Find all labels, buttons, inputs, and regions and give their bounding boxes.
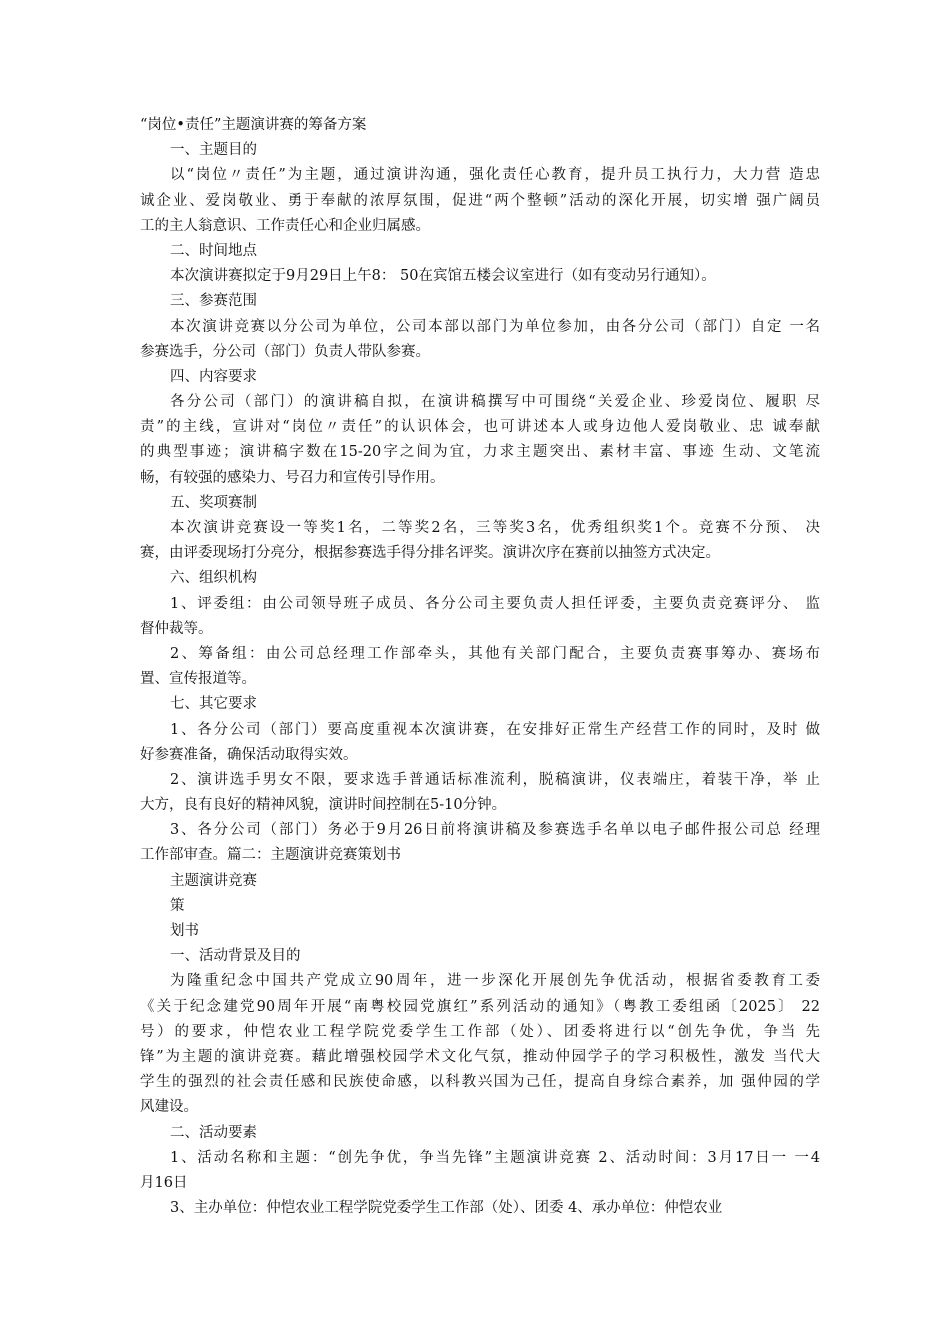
section-heading: 一、主题目的	[170, 142, 257, 159]
paragraph-line: 督仲裁等。	[140, 620, 213, 637]
paragraph-line: 1、评委组：由公司领导班子成员、各分公司主要负责人担任评委，主要负责竞赛评分、 监	[170, 595, 820, 612]
paragraph-line: 《关于纪念建党90周年开展“南粤校园党旗红”系列活动的通知》（粤教工委组函〔2025〕 22	[140, 998, 820, 1015]
paragraph-line: 为隆重纪念中国共产党成立90周年，进一步深化开展创先争优活动，根据省委教育工委	[170, 973, 820, 990]
paragraph-line: 学生的强烈的社会责任感和民族使命感，以科教兴国为己任，提高自身综合素养，加 强仲园的学	[140, 1074, 820, 1091]
section-heading: 七、其它要求	[170, 696, 257, 713]
section-heading: 五、奖项赛制	[170, 494, 257, 511]
paragraph-line: 3、主办单位：仲恺农业工程学院党委学生工作部（处）、团委 4、承办单位：仲恺农业	[170, 1200, 723, 1217]
paragraph-line: 工的主人翁意识、工作责任心和企业归属感。	[140, 217, 430, 234]
paragraph-line: 的典型事迹；演讲稿字数在15-20字之间为宜，力求主题突出、素材丰富、事迹 生动、文笔流	[140, 444, 820, 461]
document-title: “岗位•责任”主题演讲赛的筹备方案	[140, 117, 367, 133]
paragraph-line: 畅，有较强的感染力、号召力和宣传引导作用。	[140, 469, 445, 486]
paragraph-line: 置、宣传报道等。	[140, 671, 256, 688]
paragraph-line: 诚企业、爱岗敬业、勇于奉献的浓厚氛围，促进“两个整顿”活动的深化开展，切实增 强广阔员	[140, 192, 820, 209]
paragraph-line: 赛，由评委现场打分亮分，根据参赛选手得分排名评奖。演讲次序在赛前以抽签方式决定。	[140, 545, 720, 562]
paragraph-line: 参赛选手，分公司（部门）负责人带队参赛。	[140, 343, 430, 360]
paragraph-line: 锋”为主题的演讲竞赛。藉此增强校园学术文化气氛，推动仲园学子的学习积极性，激发 当代大	[140, 1048, 820, 1065]
paragraph-line: 工作部审查。篇二：主题演讲竞赛策划书	[140, 847, 401, 864]
paragraph-line: 号）的要求，仲恺农业工程学院党委学生工作部（处）、团委将进行以“创先争优，争当 先	[140, 1023, 820, 1040]
section-heading: 四、内容要求	[170, 368, 257, 385]
paragraph-line: 以“岗位〃责任”为主题，通过演讲沟通，强化责任心教育，提升员工执行力，大力营 造忠	[170, 167, 820, 184]
paragraph-line: 月16日	[140, 1174, 188, 1191]
paragraph-line: 本次演讲竞赛以分公司为单位，公司本部以部门为单位参加，由各分公司（部门）自定 一名	[170, 318, 820, 335]
section-heading: 策	[170, 897, 185, 914]
paragraph-line: 2、筹备组：由公司总经理工作部牵头，其他有关部门配合，主要负责赛事筹办、赛场布	[170, 645, 820, 662]
section-heading: 二、活动要素	[170, 1124, 257, 1141]
paragraph-line: 2、演讲选手男女不限，要求选手普通话标准流利，脱稿演讲，仪表端庄，着装干净，举 止	[170, 771, 820, 788]
paragraph-line: 责”的主线，宣讲对“岗位〃责任”的认识体会，也可讲述本人或身边他人爱岗敬业、忠 诚奉献	[140, 419, 820, 436]
paragraph-line: 1、各分公司（部门）要高度重视本次演讲赛，在安排好正常生产经营工作的同时，及时 做	[170, 721, 820, 738]
paragraph-line: 3、各分公司（部门）务必于9月26日前将演讲稿及参赛选手名单以电子邮件报公司总 经理	[170, 822, 820, 839]
paragraph-line: 1、活动名称和主题：“创先争优，争当先锋”主题演讲竞赛 2、活动时间：3月17日一 一4	[170, 1149, 820, 1166]
paragraph-line: 风建设。	[140, 1099, 198, 1116]
paragraph-line: 本次演讲赛拟定于9月29日上午8： 50在宾馆五楼会议室进行（如有变动另行通知）。	[170, 268, 716, 285]
paragraph-line: 本次演讲竞赛设一等奖1名，二等奖2名，三等奖3名，优秀组织奖1个。竞赛不分预、 决	[170, 520, 820, 536]
paragraph-line: 大方，良有良好的精神风貌，演讲时间控制在5-10分钟。	[140, 797, 507, 814]
section-heading: 一、活动背景及目的	[170, 948, 301, 965]
section-heading: 二、时间地点	[170, 242, 257, 259]
section-heading: 划书	[170, 923, 199, 939]
paragraph-line: 好参赛准备，确保活动取得实效。	[140, 746, 358, 763]
section-heading: 主题演讲竞赛	[170, 872, 257, 889]
paragraph-line: 各分公司（部门）的演讲稿自拟，在演讲稿撰写中可围绕“关爱企业、珍爱岗位、履职 尽	[170, 394, 820, 411]
section-heading: 六、组织机构	[170, 570, 257, 587]
section-heading: 三、参赛范围	[170, 293, 257, 310]
document-page	[140, 113, 820, 1221]
